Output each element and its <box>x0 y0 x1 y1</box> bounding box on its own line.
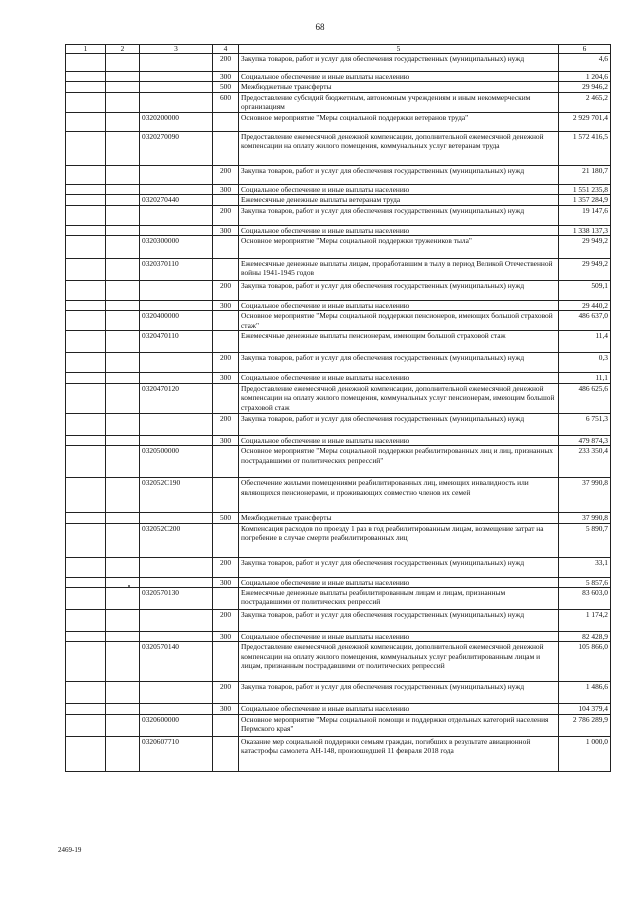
cell-expense-code <box>213 714 239 736</box>
cell-expense-code <box>213 446 239 478</box>
cell-amount: 82 428,9 <box>559 632 611 642</box>
cell-description: Обеспечение жилыми помещениями реабилитированных лиц, имеющих инвалидность или являющихся пенсионерами, и проживающих совместно членов их семей <box>239 478 559 513</box>
cell-description: Ежемесячные денежные выплаты лицам, проработавшим в тылу в период Великой Отечественной войны 1941-1945 годов <box>239 259 559 281</box>
cell-amount: 1 204,6 <box>559 72 611 82</box>
cell-amount: 21 180,7 <box>559 165 611 184</box>
cell-col2 <box>106 184 140 194</box>
table-row <box>66 236 611 259</box>
cell-col2 <box>106 301 140 311</box>
cell-description: Межбюджетные трансферты <box>239 82 559 92</box>
cell-amount: 29 949,2 <box>559 236 611 259</box>
cell-expense-code <box>213 383 239 413</box>
cell-target-code <box>140 54 213 72</box>
cell-col1 <box>66 72 106 82</box>
cell-target-code: 0320370110 <box>140 259 213 281</box>
table-row <box>66 704 611 714</box>
cell-col1 <box>66 682 106 704</box>
cell-target-code <box>140 165 213 184</box>
table-row <box>66 184 611 194</box>
table-row <box>66 54 611 72</box>
cell-expense-code: 300 <box>213 435 239 445</box>
cell-expense-code: 200 <box>213 353 239 373</box>
cell-amount: 1 000,0 <box>559 736 611 771</box>
cell-expense-code: 300 <box>213 704 239 714</box>
cell-target-code <box>140 682 213 704</box>
cell-description: Социальное обеспечение и иные выплаты населению <box>239 301 559 311</box>
cell-description: Закупка товаров, работ и услуг для обеспечения государственных (муниципальных) нужд <box>239 54 559 72</box>
cell-target-code <box>140 435 213 445</box>
cell-col1 <box>66 577 106 587</box>
cell-amount: 105 866,0 <box>559 642 611 682</box>
cell-target-code: 0320600000 <box>140 714 213 736</box>
cell-expense-code: 200 <box>213 413 239 435</box>
table-row <box>66 577 611 587</box>
cell-target-code <box>140 373 213 383</box>
cell-col2 <box>106 92 140 112</box>
cell-amount: 2 786 289,9 <box>559 714 611 736</box>
cell-col1 <box>66 632 106 642</box>
cell-col1 <box>66 714 106 736</box>
cell-col1 <box>66 331 106 353</box>
cell-col2 <box>106 577 140 587</box>
cell-description: Социальное обеспечение и иные выплаты населению <box>239 435 559 445</box>
cell-amount: 1 357 284,9 <box>559 195 611 205</box>
cell-expense-code: 200 <box>213 610 239 632</box>
cell-description: Основное мероприятие "Меры социальной поддержки реабилитированных лиц и лиц, признанных пострадавшими от политических репрессий" <box>239 446 559 478</box>
cell-description: Предоставление ежемесячной денежной компенсации, дополнительной ежемесячной денежной компенсации на оплату жилого помещения, коммунальных услуг пенсионерам, имеющим большой страховой стаж <box>239 383 559 413</box>
table-row <box>66 72 611 82</box>
cell-amount: 29 946,2 <box>559 82 611 92</box>
cell-col2 <box>106 259 140 281</box>
cell-amount: 233 350,4 <box>559 446 611 478</box>
cell-amount: 1 486,6 <box>559 682 611 704</box>
cell-description: Закупка товаров, работ и услуг для обеспечения государственных (муниципальных) нужд <box>239 413 559 435</box>
cell-target-code: 032052С200 <box>140 523 213 557</box>
cell-description: Основное мероприятие "Меры социальной помощи и поддержки отдельных категорий населения Пермского края" <box>239 714 559 736</box>
cell-target-code <box>140 353 213 373</box>
cell-target-code <box>140 557 213 577</box>
header-row <box>66 45 611 54</box>
table-row <box>66 513 611 523</box>
cell-description: Закупка товаров, работ и услуг для обеспечения государственных (муниципальных) нужд <box>239 205 559 225</box>
cell-col1 <box>66 642 106 682</box>
cell-target-code <box>140 301 213 311</box>
cell-col1 <box>66 413 106 435</box>
table-row <box>66 259 611 281</box>
cell-col2 <box>106 165 140 184</box>
table-row <box>66 301 611 311</box>
cell-amount: 2 465,2 <box>559 92 611 112</box>
cell-col1 <box>66 54 106 72</box>
cell-expense-code: 500 <box>213 513 239 523</box>
cell-col2 <box>106 446 140 478</box>
cell-expense-code: 200 <box>213 54 239 72</box>
cell-expense-code <box>213 311 239 331</box>
cell-target-code <box>140 205 213 225</box>
table-row <box>66 478 611 513</box>
table-row <box>66 682 611 704</box>
cell-expense-code <box>213 195 239 205</box>
cell-expense-code: 200 <box>213 205 239 225</box>
cell-expense-code <box>213 236 239 259</box>
cell-target-code: 0320400000 <box>140 311 213 331</box>
table-row <box>66 82 611 92</box>
cell-target-code: 0320500000 <box>140 446 213 478</box>
table-row <box>66 557 611 577</box>
cell-col2 <box>106 236 140 259</box>
header-cell: 3 <box>140 45 213 54</box>
table-row <box>66 610 611 632</box>
cell-description: Предоставление субсидий бюджетным, автономным учреждениям и иным некоммерческим организациям <box>239 92 559 112</box>
cell-description: Социальное обеспечение и иные выплаты населению <box>239 72 559 82</box>
cell-target-code: 0320470120 <box>140 383 213 413</box>
table-row <box>66 642 611 682</box>
cell-target-code <box>140 413 213 435</box>
cell-col2 <box>106 642 140 682</box>
cell-target-code: 0320270440 <box>140 195 213 205</box>
cell-col2 <box>106 112 140 131</box>
cell-col1 <box>66 523 106 557</box>
table-row <box>66 205 611 225</box>
cell-description: Предоставление ежемесячной денежной компенсации, дополнительной ежемесячной денежной компенсации на оплату жилого помещения, коммунальных услуг реабилитированным лицам и лицам, признанным пострадавшими от политических репрессий <box>239 642 559 682</box>
table-row <box>66 446 611 478</box>
cell-target-code <box>140 184 213 194</box>
cell-col1 <box>66 311 106 331</box>
cell-description: Основное мероприятие "Меры социальной поддержки пенсионеров, имеющих большой страховой стаж" <box>239 311 559 331</box>
cell-amount: 29 949,2 <box>559 259 611 281</box>
table-row <box>66 413 611 435</box>
cell-description: Социальное обеспечение и иные выплаты населению <box>239 632 559 642</box>
cell-target-code <box>140 610 213 632</box>
cell-amount: 83 603,0 <box>559 588 611 610</box>
cell-expense-code <box>213 478 239 513</box>
cell-expense-code <box>213 131 239 165</box>
cell-col2 <box>106 413 140 435</box>
table-row <box>66 225 611 235</box>
cell-col1 <box>66 513 106 523</box>
cell-amount: 11,1 <box>559 373 611 383</box>
cell-target-code: 0320270090 <box>140 131 213 165</box>
table-row <box>66 195 611 205</box>
cell-description: Ежемесячные денежные выплаты реабилитированным лицам и лицам, признанным пострадавшими от политических репрессий <box>239 588 559 610</box>
cell-col1 <box>66 236 106 259</box>
cell-col1 <box>66 131 106 165</box>
cell-expense-code <box>213 523 239 557</box>
cell-col1 <box>66 736 106 771</box>
cell-expense-code: 300 <box>213 373 239 383</box>
cell-col2 <box>106 353 140 373</box>
cell-description: Предоставление ежемесячной денежной компенсации, дополнительной ежемесячной денежной компенсации на оплату жилого помещения, коммунальных услуг ветеранам труда <box>239 131 559 165</box>
cell-amount: 2 929 701,4 <box>559 112 611 131</box>
cell-target-code: 0320570130 <box>140 588 213 610</box>
cell-amount: 11,4 <box>559 331 611 353</box>
cell-col1 <box>66 259 106 281</box>
cell-expense-code: 300 <box>213 577 239 587</box>
cell-target-code <box>140 72 213 82</box>
cell-col2 <box>106 478 140 513</box>
cell-col1 <box>66 112 106 131</box>
table-row <box>66 281 611 301</box>
cell-expense-code: 600 <box>213 92 239 112</box>
table-row <box>66 383 611 413</box>
cell-col1 <box>66 353 106 373</box>
cell-col2 <box>106 523 140 557</box>
cell-description: Межбюджетные трансферты <box>239 513 559 523</box>
cell-amount: 37 990,8 <box>559 478 611 513</box>
cell-description: Социальное обеспечение и иные выплаты населению <box>239 373 559 383</box>
cell-target-code <box>140 92 213 112</box>
cell-amount: 104 379,4 <box>559 704 611 714</box>
table-row <box>66 523 611 557</box>
cell-col2 <box>106 281 140 301</box>
table-row <box>66 331 611 353</box>
table-row <box>66 632 611 642</box>
cell-col2 <box>106 704 140 714</box>
cell-col1 <box>66 82 106 92</box>
header-cell: 4 <box>213 45 239 54</box>
cell-target-code: 032052С190 <box>140 478 213 513</box>
cell-col2 <box>106 588 140 610</box>
cell-col2 <box>106 331 140 353</box>
cell-target-code <box>140 513 213 523</box>
cell-target-code <box>140 281 213 301</box>
cell-description: Социальное обеспечение и иные выплаты населению <box>239 577 559 587</box>
cell-expense-code <box>213 736 239 771</box>
cell-description: Закупка товаров, работ и услуг для обеспечения государственных (муниципальных) нужд <box>239 610 559 632</box>
cell-col1 <box>66 301 106 311</box>
cell-amount: 1 572 416,5 <box>559 131 611 165</box>
cell-description: Социальное обеспечение и иные выплаты населению <box>239 225 559 235</box>
cell-col2 <box>106 131 140 165</box>
cell-expense-code: 300 <box>213 301 239 311</box>
cell-amount: 19 147,6 <box>559 205 611 225</box>
cell-target-code <box>140 632 213 642</box>
cell-col2 <box>106 435 140 445</box>
cell-col1 <box>66 205 106 225</box>
cell-target-code: 0320200000 <box>140 112 213 131</box>
cell-amount: 5 890,7 <box>559 523 611 557</box>
cell-amount: 1 174,2 <box>559 610 611 632</box>
cell-description: Основное мероприятие "Меры социальной поддержки ветеранов труда" <box>239 112 559 131</box>
cell-col1 <box>66 225 106 235</box>
cell-expense-code: 200 <box>213 557 239 577</box>
cell-description: Социальное обеспечение и иные выплаты населению <box>239 184 559 194</box>
cell-col2 <box>106 195 140 205</box>
table-row <box>66 588 611 610</box>
cell-expense-code: 200 <box>213 165 239 184</box>
cell-amount: 0,3 <box>559 353 611 373</box>
cell-target-code <box>140 82 213 92</box>
table-row <box>66 92 611 112</box>
cell-col2 <box>106 72 140 82</box>
table-row <box>66 435 611 445</box>
cell-amount: 479 874,3 <box>559 435 611 445</box>
cell-expense-code <box>213 259 239 281</box>
cell-description: Закупка товаров, работ и услуг для обеспечения государственных (муниципальных) нужд <box>239 353 559 373</box>
table-row <box>66 311 611 331</box>
cell-col1 <box>66 92 106 112</box>
cell-description: Ежемесячные денежные выплаты ветеранам труда <box>239 195 559 205</box>
cell-col2 <box>106 373 140 383</box>
cell-col1 <box>66 704 106 714</box>
cell-amount: 486 637,0 <box>559 311 611 331</box>
cell-target-code <box>140 577 213 587</box>
cell-col2 <box>106 205 140 225</box>
table-row <box>66 353 611 373</box>
cell-target-code <box>140 704 213 714</box>
cell-expense-code <box>213 588 239 610</box>
cell-description: Основное мероприятие "Меры социальной поддержки тружеников тыла" <box>239 236 559 259</box>
cell-col2 <box>106 682 140 704</box>
page-number: 68 <box>315 22 325 32</box>
cell-col1 <box>66 184 106 194</box>
document-code: 2469-19 <box>58 846 82 854</box>
cell-col2 <box>106 311 140 331</box>
cell-amount: 1 551 235,8 <box>559 184 611 194</box>
cell-target-code: 0320470110 <box>140 331 213 353</box>
cell-amount: 486 625,6 <box>559 383 611 413</box>
cell-expense-code: 300 <box>213 72 239 82</box>
cell-col2 <box>106 82 140 92</box>
table-row <box>66 131 611 165</box>
cell-target-code: 0320570140 <box>140 642 213 682</box>
cell-description: Социальное обеспечение и иные выплаты населению <box>239 704 559 714</box>
cell-col1 <box>66 446 106 478</box>
header-cell: 5 <box>239 45 559 54</box>
cell-col2 <box>106 383 140 413</box>
cell-amount: 5 857,6 <box>559 577 611 587</box>
cell-amount: 33,1 <box>559 557 611 577</box>
cell-col1 <box>66 195 106 205</box>
header-cell: 2 <box>106 45 140 54</box>
cell-col1 <box>66 557 106 577</box>
cell-col2 <box>106 557 140 577</box>
cell-target-code: 0320607710 <box>140 736 213 771</box>
cell-description: Закупка товаров, работ и услуг для обеспечения государственных (муниципальных) нужд <box>239 682 559 704</box>
cell-description: Оказание мер социальной поддержки семьям граждан, погибших в результате авиационной катастрофы самолета АН-148, произошедшей 11 февраля 2018 года <box>239 736 559 771</box>
cell-col2 <box>106 714 140 736</box>
cell-amount: 509,1 <box>559 281 611 301</box>
cell-col2 <box>106 225 140 235</box>
cell-col1 <box>66 383 106 413</box>
cell-expense-code: 200 <box>213 682 239 704</box>
cell-amount: 6 751,3 <box>559 413 611 435</box>
cell-col2 <box>106 736 140 771</box>
cell-col1 <box>66 588 106 610</box>
table-row <box>66 112 611 131</box>
cell-description: Ежемесячные денежные выплаты пенсионерам, имеющим большой страховой стаж <box>239 331 559 353</box>
cell-expense-code <box>213 642 239 682</box>
table-row <box>66 373 611 383</box>
cell-expense-code: 500 <box>213 82 239 92</box>
cell-expense-code <box>213 331 239 353</box>
cell-col1 <box>66 373 106 383</box>
cell-expense-code: 300 <box>213 632 239 642</box>
cell-col2 <box>106 610 140 632</box>
cell-col2 <box>106 632 140 642</box>
scan-speck <box>128 585 130 587</box>
cell-amount: 29 440,2 <box>559 301 611 311</box>
header-cell: 1 <box>66 45 106 54</box>
cell-expense-code <box>213 112 239 131</box>
cell-target-code: 0320300000 <box>140 236 213 259</box>
cell-col1 <box>66 165 106 184</box>
header-cell: 6 <box>559 45 611 54</box>
cell-target-code <box>140 225 213 235</box>
cell-description: Закупка товаров, работ и услуг для обеспечения государственных (муниципальных) нужд <box>239 557 559 577</box>
cell-expense-code: 300 <box>213 225 239 235</box>
cell-col2 <box>106 54 140 72</box>
cell-col2 <box>106 513 140 523</box>
table-row <box>66 165 611 184</box>
table-row <box>66 714 611 736</box>
cell-expense-code: 300 <box>213 184 239 194</box>
table-row <box>66 736 611 771</box>
cell-amount: 1 338 137,3 <box>559 225 611 235</box>
cell-col1 <box>66 610 106 632</box>
cell-expense-code: 200 <box>213 281 239 301</box>
cell-col1 <box>66 478 106 513</box>
budget-table <box>65 44 611 772</box>
cell-description: Компенсация расходов по проезду 1 раз в год реабилитированным лицам, возмещение затрат на погребение в случае смерти реабилитированных лиц <box>239 523 559 557</box>
cell-amount: 4,6 <box>559 54 611 72</box>
cell-col1 <box>66 281 106 301</box>
cell-description: Закупка товаров, работ и услуг для обеспечения государственных (муниципальных) нужд <box>239 165 559 184</box>
cell-col1 <box>66 435 106 445</box>
cell-amount: 37 990,8 <box>559 513 611 523</box>
cell-description: Закупка товаров, работ и услуг для обеспечения государственных (муниципальных) нужд <box>239 281 559 301</box>
